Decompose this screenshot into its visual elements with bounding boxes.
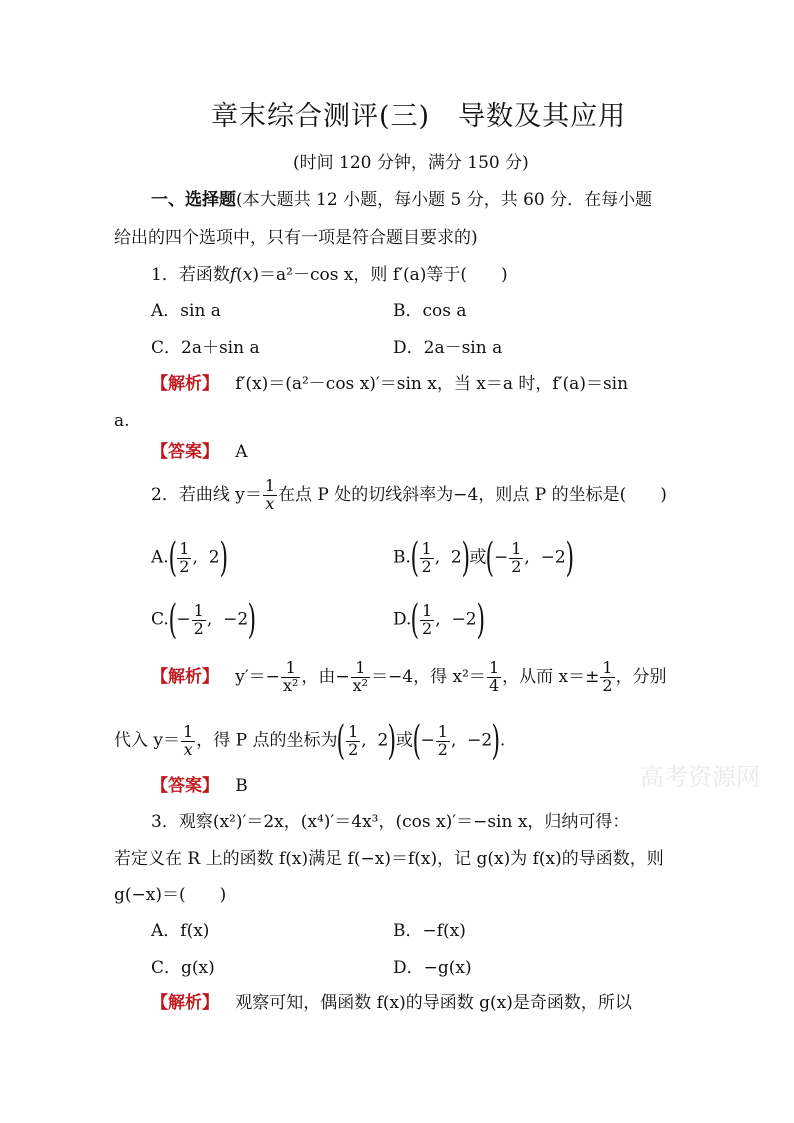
- section-heading: 一、选择题: [151, 190, 236, 210]
- frac-half: [346, 721, 360, 759]
- minus-sign: −: [493, 547, 509, 568]
- minus-sign: −: [420, 730, 435, 751]
- paren-left: (: [410, 597, 420, 643]
- minus-sign: −: [176, 609, 191, 630]
- q1-option-b: B．cos a: [393, 301, 467, 321]
- q2-an2-or: 或: [395, 730, 413, 751]
- paren-right: ): [387, 718, 397, 764]
- q1-analysis-text: f′(x)＝(a²－cos x)′＝sin x，当 x＝a 时，f′(a)＝sin: [235, 374, 629, 394]
- frac-den: 2: [602, 675, 613, 695]
- frac-den: 2: [193, 618, 204, 638]
- frac-den: 2: [421, 556, 432, 576]
- q1-option-c: C．2a＋sin a: [151, 338, 260, 358]
- frac-half: [420, 600, 434, 638]
- section-note-2: 给出的四个选项中，只有一项是符合题目要求的): [114, 228, 478, 248]
- q3-option-c: C．g(x): [151, 958, 215, 978]
- frac-half: [420, 538, 434, 576]
- frac-num: 1: [348, 721, 359, 741]
- frac-num: 1: [602, 658, 613, 677]
- frac-den: 2: [437, 739, 448, 759]
- q2-analysis: [151, 660, 667, 695]
- q2-an2-b: ，得 P 点的坐标为: [196, 730, 338, 751]
- frac-1-over-4: [487, 660, 501, 695]
- q2-an2-end: .: [499, 730, 506, 751]
- q1-answer-value: A: [235, 442, 248, 462]
- frac-den: [181, 739, 195, 759]
- q2-option-b-y1: 2: [450, 547, 462, 568]
- q2-an-you: ，由−: [301, 666, 350, 687]
- q2-an-eq: ＝−4，得 x²＝: [371, 666, 486, 687]
- q2-stem-b: 在点 P 处的切线斜率为−4，则点 P 的坐标是( ): [278, 484, 667, 505]
- q1-analysis: [151, 376, 628, 393]
- q3-option-b: B．−f(x): [393, 921, 466, 941]
- paren-left: (: [485, 535, 495, 581]
- q2-an-y: y′＝−: [235, 666, 280, 687]
- q2-option-c-y: −2: [223, 609, 249, 630]
- frac-half: [177, 538, 191, 576]
- frac-den: 2: [348, 739, 359, 759]
- q2-option-a-y: 2: [208, 547, 220, 568]
- frac-half: [509, 538, 523, 576]
- q3-stem-3: g(−x)＝( ): [114, 885, 227, 905]
- frac-half: [600, 660, 614, 695]
- q2-option-c: C.(− $\frac{1}{2}$ , −2): [151, 597, 257, 643]
- frac-den-var: x: [265, 493, 275, 513]
- q1-option-a: A．sin a: [151, 301, 221, 321]
- frac-num: 1: [351, 660, 370, 678]
- q2-an2-a: 代入 y＝: [114, 730, 181, 751]
- paren-left: (: [168, 535, 177, 581]
- q2-an-end: ，分别: [615, 666, 667, 687]
- paren-left: (: [412, 718, 422, 764]
- frac-den: x²: [282, 675, 299, 695]
- frac-num: 1: [422, 600, 433, 620]
- q3-option-a: A．f(x): [151, 921, 210, 941]
- q1-stem-rest: ＝a²－cos x，则 f′(a)等于( ): [259, 265, 508, 285]
- paren-right: ): [461, 535, 470, 581]
- q2-option-b-label: B.: [393, 547, 411, 568]
- frac-num: 1: [437, 721, 448, 741]
- frac-num: 1: [511, 538, 522, 558]
- frac-num: 1: [421, 538, 432, 558]
- q2-option-a: A.( $\frac{1}{2}$ , 2): [151, 535, 228, 581]
- paren-right: ): [476, 597, 485, 643]
- q3-option-d: D．−g(x): [393, 958, 472, 978]
- q1-option-d: D．2a－sin a: [393, 338, 503, 358]
- frac-num: 1: [488, 658, 500, 677]
- frac-num: 1: [193, 600, 204, 620]
- q2-frac-1-over-x: [263, 478, 277, 513]
- frac-den: 2: [179, 556, 190, 576]
- frac-den: 2: [422, 618, 433, 638]
- q1-number: 1．若函数: [151, 265, 230, 285]
- frac-num: 1: [183, 721, 194, 741]
- q3-analysis: [151, 995, 632, 1012]
- frac-den: x²: [352, 675, 369, 695]
- frac-den: 2: [511, 556, 522, 576]
- frac-num: 1: [264, 476, 276, 495]
- page-subtitle: (时间 120 分钟，满分 150 分): [293, 153, 529, 173]
- q1-answer-label: 【答案】: [151, 442, 219, 462]
- q1-analysis-label: 【解析】: [151, 374, 219, 394]
- frac-den: [263, 493, 277, 513]
- q2-stem: [151, 478, 667, 513]
- paren-right: ): [247, 597, 257, 643]
- q2-stem-a: 2．若曲线 y＝: [151, 484, 262, 505]
- frac-half: [192, 600, 206, 638]
- section-intro: [151, 192, 652, 209]
- frac-num: 1: [281, 660, 300, 678]
- q1-stem: 1．若函数f(x)＝a²－cos x，则 f′(a)等于( ): [151, 265, 508, 285]
- frac-1-over-x2: [281, 660, 300, 695]
- q2-an-then: ，从而 x＝±: [502, 666, 600, 687]
- frac-den-var: x: [183, 739, 193, 759]
- watermark: 高考资源网: [640, 763, 760, 791]
- q2-answer-value: B: [235, 776, 248, 796]
- q2-analysis-label: 【解析】: [151, 666, 219, 687]
- paren-left: (: [336, 718, 346, 764]
- q2-option-b-or: 或: [469, 547, 487, 568]
- paren-left: (: [168, 597, 177, 643]
- frac-1-over-x: [181, 721, 195, 759]
- q2-answer-label: 【答案】: [151, 776, 219, 796]
- paren-right: ): [565, 535, 574, 581]
- section-note-1: (本大题共 12 小题，每小题 5 分，共 60 分．在每小题: [236, 190, 653, 210]
- q1-analysis-cont: a.: [114, 411, 130, 431]
- q2-option-a-label: A.: [151, 547, 169, 568]
- page-title: 章末综合测评(三) 导数及其应用: [211, 101, 627, 132]
- coord-y: 2: [377, 730, 389, 751]
- q3-analysis-label: 【解析】: [151, 993, 219, 1013]
- paren-left: (: [410, 535, 420, 581]
- paren-right: ): [491, 718, 501, 764]
- q2-option-d: D.( $\frac{1}{2}$ , −2): [393, 597, 485, 643]
- frac-num: 1: [179, 538, 190, 558]
- frac-1-over-x2: [351, 660, 370, 695]
- q3-analysis-text: 观察可知，偶函数 f(x)的导函数 g(x)是奇函数，所以: [235, 993, 632, 1013]
- paren-right: ): [219, 535, 228, 581]
- q3-stem-1: 3．观察(x²)′＝2x，(x⁴)′＝4x³，(cos x)′＝−sin x，归纳可得：: [151, 812, 630, 832]
- coord-y: −2: [467, 730, 493, 751]
- q2-option-c-label: C.: [151, 609, 169, 630]
- q2-analysis-cont: 代入 y＝ $\frac{1}{x}$ ，得 P 点的坐标为( $\frac{1}{2}$ , 2)或(− $\frac{1}{2}$ , −2).: [114, 718, 506, 764]
- q2-option-b-y2: −2: [540, 547, 566, 568]
- q2-option-d-y: −2: [451, 609, 477, 630]
- q2-option-d-label: D.: [393, 609, 412, 630]
- frac-half: [436, 721, 450, 759]
- frac-den: 4: [488, 675, 500, 695]
- q3-stem-2: 若定义在 R 上的函数 f(x)满足 f(−x)＝f(x)，记 g(x)为 f(x)的导函数，则: [114, 849, 664, 869]
- q2-option-b: B.( $\frac{1}{2}$ , 2)或(− $\frac{1}{2}$ , −2): [393, 535, 574, 581]
- q1-answer: [151, 444, 248, 461]
- q2-answer: [151, 778, 248, 795]
